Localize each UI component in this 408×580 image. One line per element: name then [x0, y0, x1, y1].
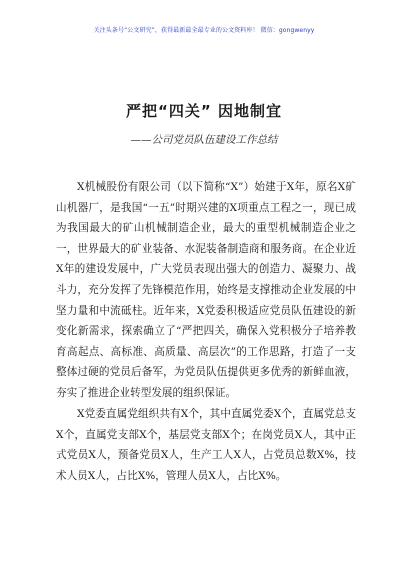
document-subtitle: ——公司党员队伍建设工作总结: [130, 134, 278, 146]
body-paragraph-1: X机械股份有限公司（以下简称“X”）始建于X年，原名X矿山机器厂，是我国“一五”时期兴建的X项重点工程之一，现已成为我国最大的矿山机械制造企业，最大的重型机械制造企业之一，世界最大的矿业装备、水泥装备制造商和服务商。在企业近X年的建设发展中，广大党员表现出强大的创造力、凝聚力、战斗力，充分发挥了先锋模范作用，始终是支撑推动企业发展的中坚力量和中流砥柱。近年来，X党委积极适应党员队伍建设的新变化新需求，探索确立了“严把四关，确保入党积极分子培养教育高起点、高标准、高质量、高层次”的工作思路，打造了一支整体过硬的党员后备军，为党员队伍提供更多优秀的新鲜血液，夯实了推进企业转型发展的组织保证。: [56, 181, 356, 399]
document-title: 严把“四关” 因地制宜: [126, 102, 282, 120]
body-paragraph-2: X党委直属党组织共有X个，其中直属党委X个，直属党总支X个，直属党支部X个，基层党支部X个；在岗党员X人，其中正式党员X人，预备党员X人，生产工人X人，占党员总数X%，技术人员X人，占比X%，管理人员X人，占比X%。: [56, 408, 356, 482]
promo-header-note: 关注头条号“公文研究”，获得最新最全最专业的公文资料库！ 微信：gongwenyy: [93, 27, 315, 34]
